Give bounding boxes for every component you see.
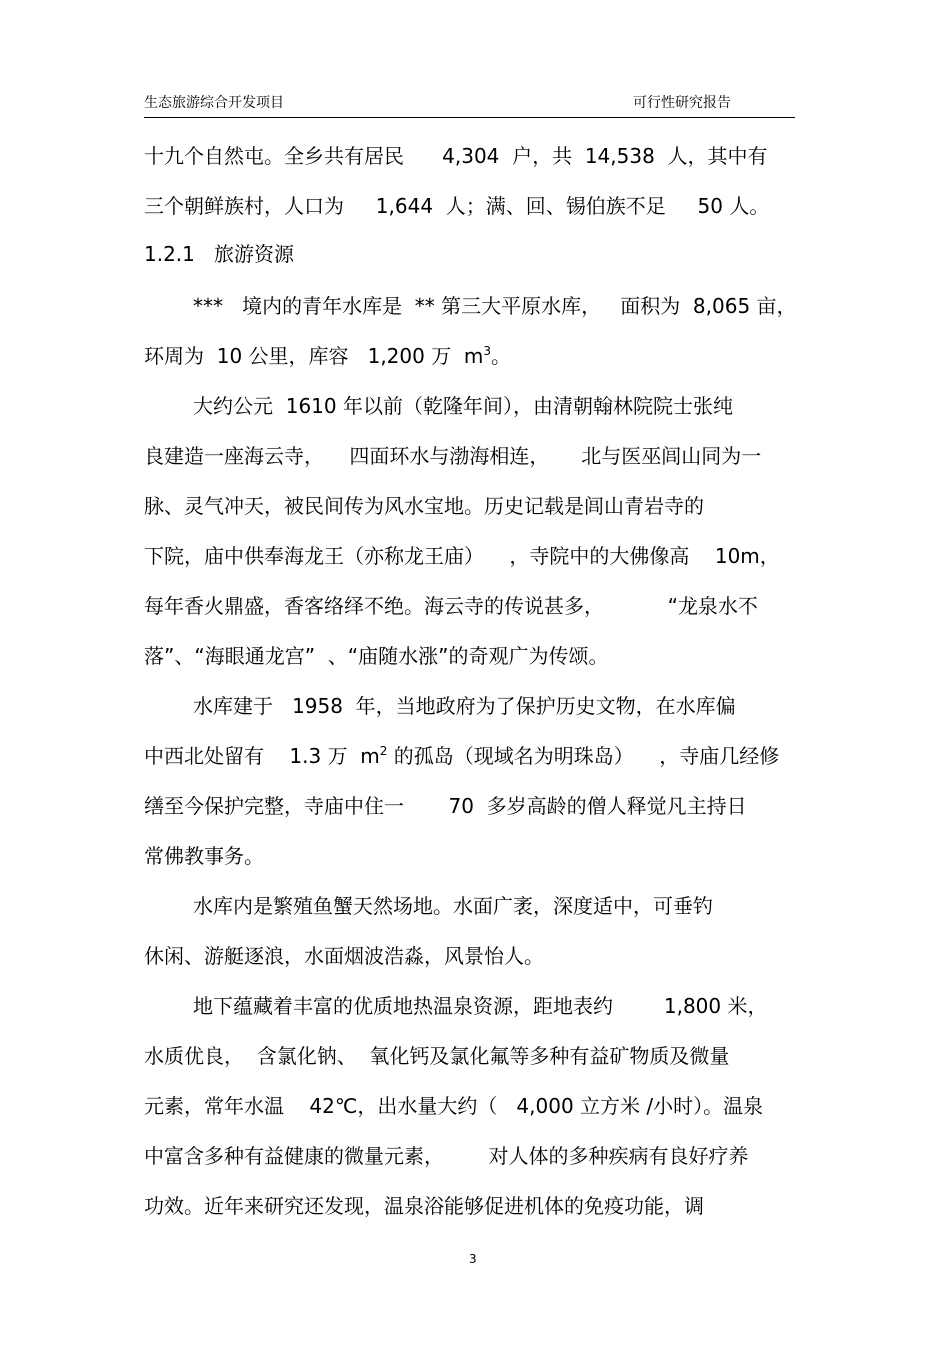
text-segment: 环周为 10 公里，库容 1,200 万 m — [144, 344, 484, 368]
text-line: 十九个自然屯。全乡共有居民 4,304 户，共 14,538 人，其中有 — [144, 144, 768, 168]
text-segment: 中西北处留有 1.3 万 m — [144, 744, 380, 768]
superscript: 2 — [379, 744, 388, 758]
text-line: 落”、“海眼通龙宫” 、“庙随水涨”的奇观广为传颂。 — [144, 644, 609, 668]
text-line: 功效。近年来研究还发现，温泉浴能够促进机体的免疫功能，调 — [144, 1194, 704, 1218]
text-line — [144, 743, 779, 769]
text-line: 水质优良， 含氯化钠、 氧化钙及氯化氟等多种有益矿物质及微量 — [144, 1044, 730, 1068]
text-line: 中富含多种有益健康的微量元素， 对人体的多种疾病有良好疗养 — [144, 1144, 749, 1168]
text-line: 水库内是繁殖鱼蟹天然场地。水面广袤，深度适中，可垂钓 — [193, 894, 713, 918]
text-line: 大约公元 1610 年以前（乾隆年间），由清朝翰林院院士张纯 — [193, 394, 733, 418]
text-segment: 。 — [491, 344, 512, 368]
text-segment: 的孤岛（现域名为明珠岛） ，寺庙几经修 — [387, 744, 780, 768]
text-line: 缮至今保护完整，寺庙中住一 70 多岁高龄的僧人释觉凡主持日 — [144, 794, 747, 818]
text-line: 休闲、游艇逐浪，水面烟波浩淼，风景怡人。 — [144, 944, 544, 968]
section-heading: 1.2.1 旅游资源 — [144, 242, 294, 266]
text-line: 脉、灵气冲天，被民间传为风水宝地。历史记载是闾山青岩寺的 — [144, 494, 704, 518]
superscript: 3 — [483, 344, 492, 358]
text-line: 三个朝鲜族村，人口为 1,644 人；满、回、锡伯族不足 50 人。 — [144, 194, 770, 218]
text-line: 每年香火鼎盛，香客络绎不绝。海云寺的传说甚多， “龙泉水不 — [144, 594, 758, 618]
text-line: 下院，庙中供奉海龙王（亦称龙王庙） ，寺院中的大佛像高 10m， — [144, 544, 780, 568]
text-line: 水库建于 1958 年，当地政府为了保护历史文物，在水库偏 — [193, 694, 736, 718]
text-line: 元素，常年水温 42℃，出水量大约（ 4,000 立方米 /小时）。温泉 — [144, 1094, 764, 1118]
page-number: 3 — [469, 1252, 477, 1266]
header-divider — [144, 117, 795, 118]
text-line: 地下蕴藏着丰富的优质地热温泉资源，距地表约 1,800 米， — [193, 994, 768, 1018]
header-report-type: 可行性研究报告 — [633, 95, 731, 111]
text-line: 良建造一座海云寺， 四面环水与渤海相连， 北与医巫闾山同为一 — [144, 444, 762, 468]
page-header — [144, 92, 795, 116]
text-line: *** 境内的青年水库是 ** 第三大平原水库， 面积为 8,065 亩， — [193, 294, 797, 318]
header-project-title: 生态旅游综合开发项目 — [144, 95, 284, 111]
text-line: 常佛教事务。 — [144, 844, 264, 868]
text-line — [144, 343, 511, 369]
